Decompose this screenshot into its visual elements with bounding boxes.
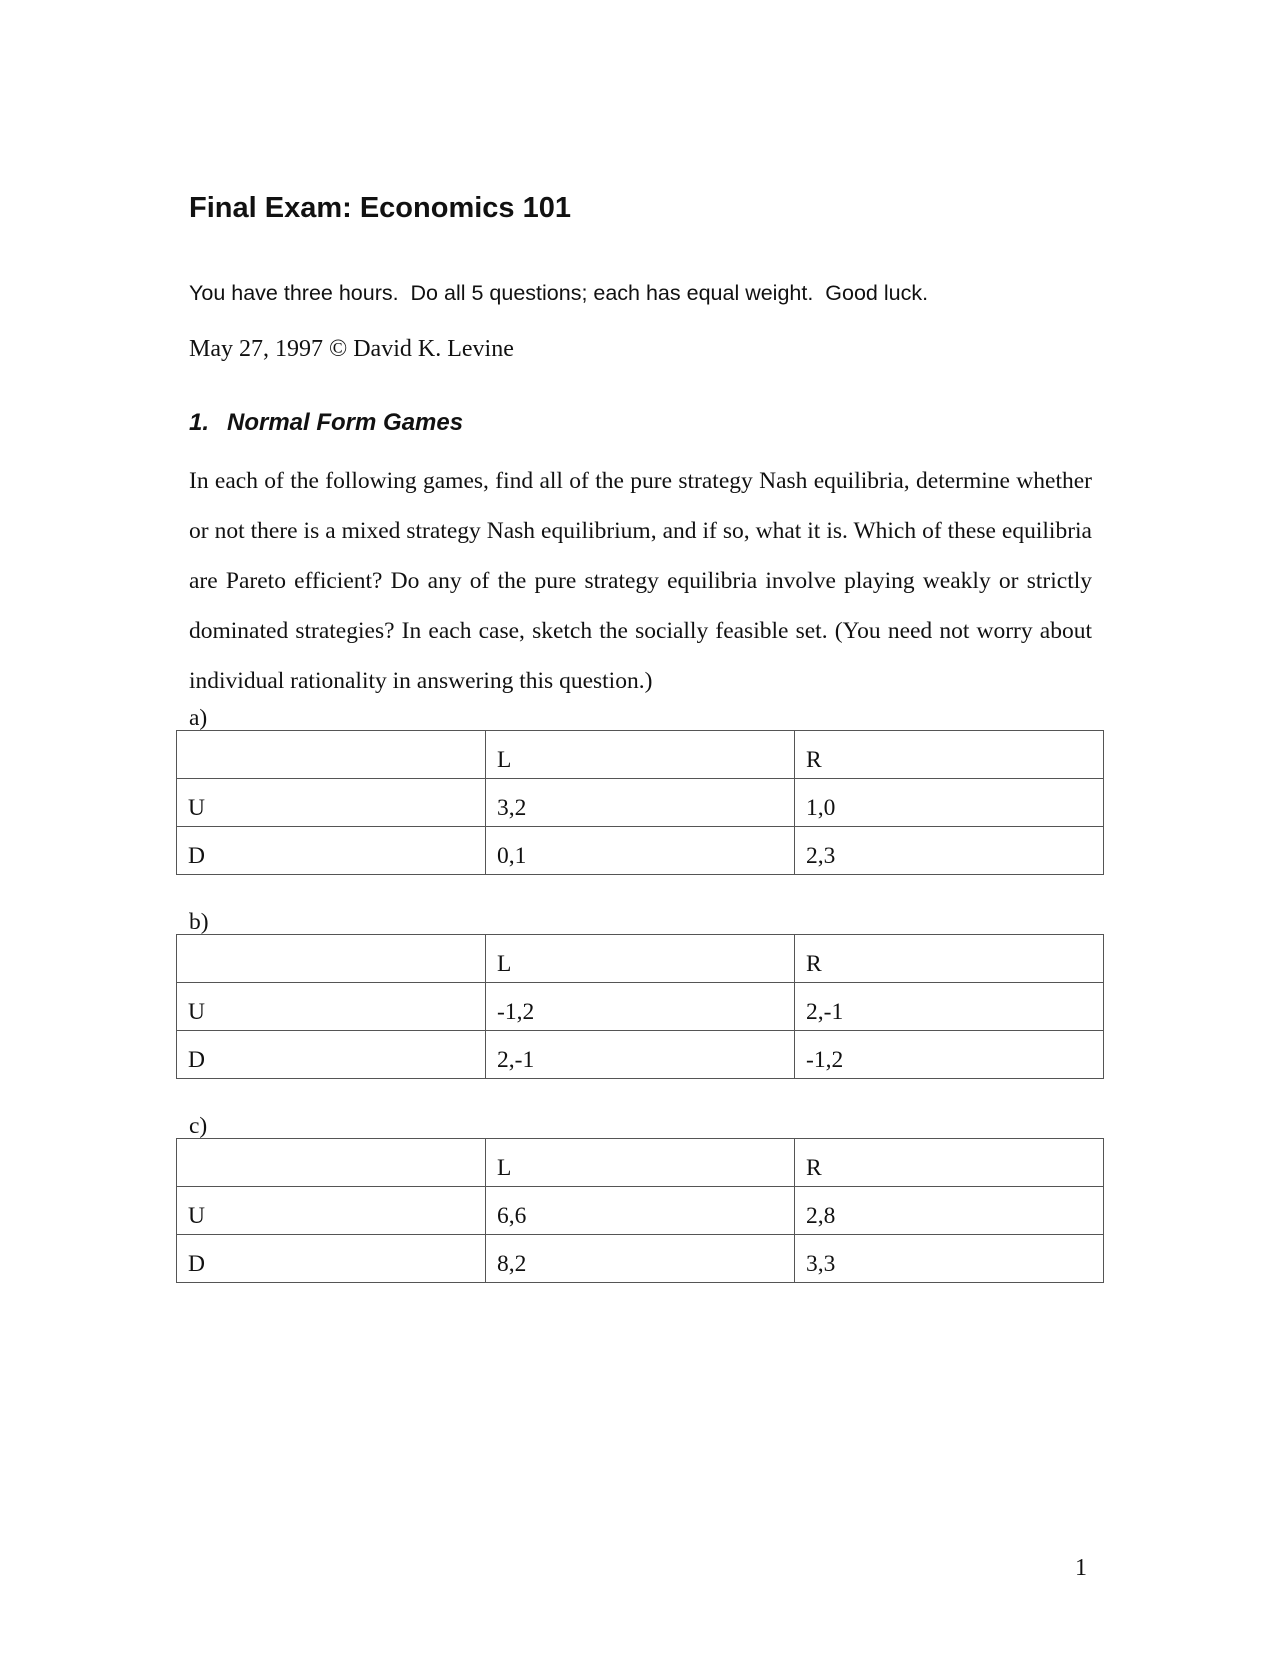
exam-title: Final Exam: Economics 101 [189, 192, 571, 224]
section-heading [189, 408, 463, 438]
question-text: In each of the following games, find all of the pure strategy Nash equilibria, determine whether or not there is a mixed strategy Nash equilibrium, and if so, what it is. Which of these equilibria are Pareto efficient? Do any of the pure strategy equilibria involve playing weakly or strictly dominated strategies? In each case, sketch the socially feasible set. (You need not worry about individual rationality in answering this question.) [189, 468, 1092, 694]
payoff-cell: 3,2 [486, 779, 795, 827]
column-header-l: L [486, 935, 795, 983]
payoff-cell: -1,2 [486, 983, 795, 1031]
table-corner-cell [177, 731, 486, 779]
payoff-table-c [176, 1138, 1104, 1283]
exam-instructions: You have three hours. Do all 5 questions; each has equal weight. Good luck. [189, 281, 929, 305]
payoff-cell: 2,8 [795, 1187, 1104, 1235]
payoff-cell: 2,3 [795, 827, 1104, 875]
payoff-cell: 2,-1 [486, 1031, 795, 1079]
payoff-cell: 0,1 [486, 827, 795, 875]
exam-dateline: May 27, 1997 © David K. Levine [189, 336, 514, 362]
payoff-table-b [176, 934, 1104, 1079]
row-header-d: D [177, 1031, 486, 1079]
column-header-r: R [795, 1139, 1104, 1187]
column-header-r: R [795, 935, 1104, 983]
payoff-cell: 1,0 [795, 779, 1104, 827]
row-header-u: U [177, 983, 486, 1031]
table-row [177, 1235, 1104, 1283]
table-row [177, 983, 1104, 1031]
game-label-c: c) [189, 1113, 208, 1139]
table-row [177, 1187, 1104, 1235]
payoff-cell: -1,2 [795, 1031, 1104, 1079]
column-header-r: R [795, 731, 1104, 779]
table-header-row [177, 731, 1104, 779]
payoff-cell: 3,3 [795, 1235, 1104, 1283]
table-header-row [177, 1139, 1104, 1187]
payoff-cell: 8,2 [486, 1235, 795, 1283]
table-header-row [177, 935, 1104, 983]
table-row [177, 827, 1104, 875]
row-header-d: D [177, 1235, 486, 1283]
payoff-table-a [176, 730, 1104, 875]
table-corner-cell [177, 935, 486, 983]
game-label-b: b) [189, 909, 209, 935]
payoff-cell: 6,6 [486, 1187, 795, 1235]
table-row [177, 779, 1104, 827]
table-corner-cell [177, 1139, 486, 1187]
row-header-d: D [177, 827, 486, 875]
section-title: Normal Form Games [227, 409, 464, 436]
game-label-a: a) [189, 705, 208, 731]
row-header-u: U [177, 779, 486, 827]
page-number: 1 [1075, 1555, 1087, 1581]
column-header-l: L [486, 731, 795, 779]
column-header-l: L [486, 1139, 795, 1187]
row-header-u: U [177, 1187, 486, 1235]
payoff-cell: 2,-1 [795, 983, 1104, 1031]
section-number: 1. [189, 409, 210, 436]
table-row [177, 1031, 1104, 1079]
